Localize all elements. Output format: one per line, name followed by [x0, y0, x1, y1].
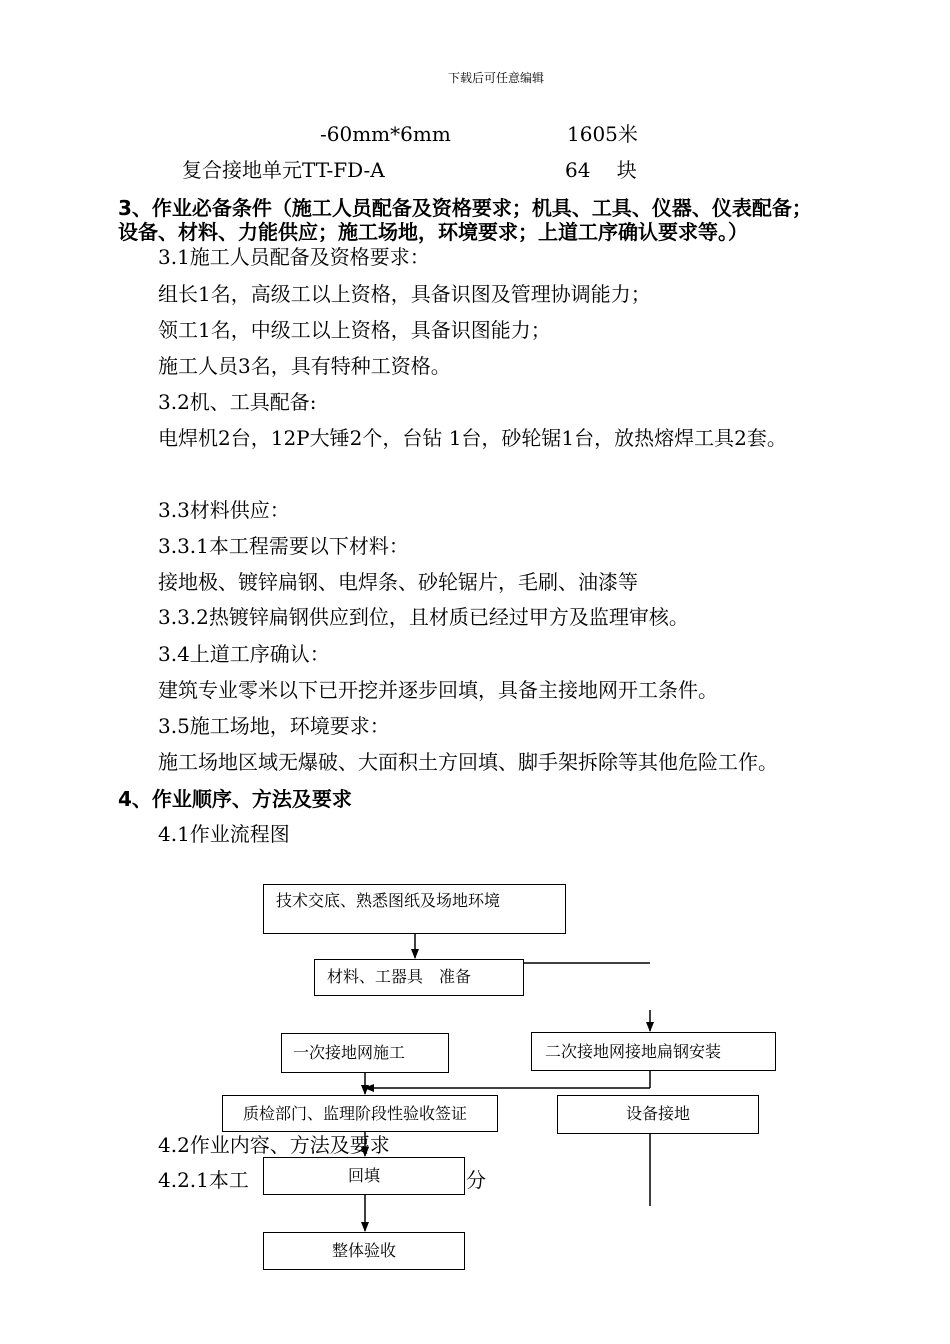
s3-1-item-b: 领工1名，中级工以上资格，具备识图能力； [158, 318, 551, 342]
flow-box-backfill-label: 回填 [348, 1166, 381, 1185]
s4-2-1-right: 分 [466, 1168, 486, 1192]
flow-box-primary-grounding-label: 一次接地网施工 [293, 1043, 406, 1062]
s3-3-2-title: 3.3.2热镀锌扁钢供应到位，且材质已经过甲方及监理审核。 [158, 605, 689, 629]
section3-heading-line1: 3、作业必备条件（施工人员配备及资格要求；机具、工具、仪器、仪表配备； [118, 196, 812, 220]
material-name-2: 复合接地单元TT-FD-A [182, 158, 385, 182]
flow-box-secondary-grounding [531, 1032, 776, 1071]
flow-box-secondary-grounding-label: 二次接地网接地扁钢安装 [545, 1042, 722, 1061]
material-qty-2: 64 块 [565, 158, 637, 182]
flow-box-equipment-grounding-label: 设备接地 [626, 1104, 691, 1123]
flow-box-final-acceptance-label: 整体验收 [332, 1241, 397, 1260]
flow-box-tech-briefing-label: 技术交底、熟悉图纸及场地环境 [276, 891, 501, 910]
s3-3-1-title: 3.3.1本工程需要以下材料： [158, 534, 409, 558]
s3-1-title: 3.1施工人员配备及资格要求： [158, 245, 430, 269]
s3-3-1-item-a: 接地极、镀锌扁钢、电焊条、砂轮锯片，毛刷、油漆等 [158, 570, 638, 594]
s3-5-item-a: 施工场地区域无爆破、大面积土方回填、脚手架拆除等其他危险工作。 [158, 750, 778, 774]
s4-1-title: 4.1作业流程图 [158, 822, 290, 846]
section3-heading-line2: 设备、材料、力能供应；施工场地，环境要求；上道工序确认要求等。） [118, 220, 748, 244]
material-qty-1: 1605米 [567, 122, 638, 146]
s4-2-1-left: 4.2.1本工 [158, 1168, 249, 1192]
flow-box-primary-grounding [281, 1033, 449, 1073]
flow-box-final-acceptance [263, 1232, 465, 1270]
s3-4-title: 3.4上道工序确认： [158, 642, 330, 666]
flow-box-materials-label: 材料、工器具 准备 [327, 967, 472, 986]
s3-5-title: 3.5施工场地，环境要求： [158, 714, 390, 738]
s3-3-title: 3.3材料供应： [158, 498, 290, 522]
material-name-1: -60mm*6mm [320, 122, 451, 146]
s3-2-item-a: 电焊机2台，12P大锤2个，台钻 1台，砂轮锯1台，放热熔焊工具2套。 [158, 426, 787, 450]
section4-heading: 4、作业顺序、方法及要求 [118, 787, 352, 811]
flow-box-equipment-grounding [557, 1095, 759, 1134]
s4-2-title: 4.2作业内容、方法及要求 [158, 1133, 390, 1157]
s3-1-item-c: 施工人员3名，具有特种工资格。 [158, 354, 451, 378]
flow-box-materials [314, 959, 524, 996]
flow-box-backfill [263, 1157, 465, 1195]
s3-2-title: 3.2机、工具配备: [158, 390, 317, 414]
page-header: 下载后可任意编辑 [448, 71, 545, 85]
flow-box-tech-briefing [263, 884, 566, 934]
s3-4-item-a: 建筑专业零米以下已开挖并逐步回填，具备主接地网开工条件。 [158, 678, 718, 702]
s3-1-item-a: 组长1名，高级工以上资格，具备识图及管理协调能力； [158, 282, 651, 306]
flow-box-inspection [222, 1095, 498, 1132]
flow-box-inspection-label: 质检部门、监理阶段性验收签证 [243, 1104, 468, 1123]
